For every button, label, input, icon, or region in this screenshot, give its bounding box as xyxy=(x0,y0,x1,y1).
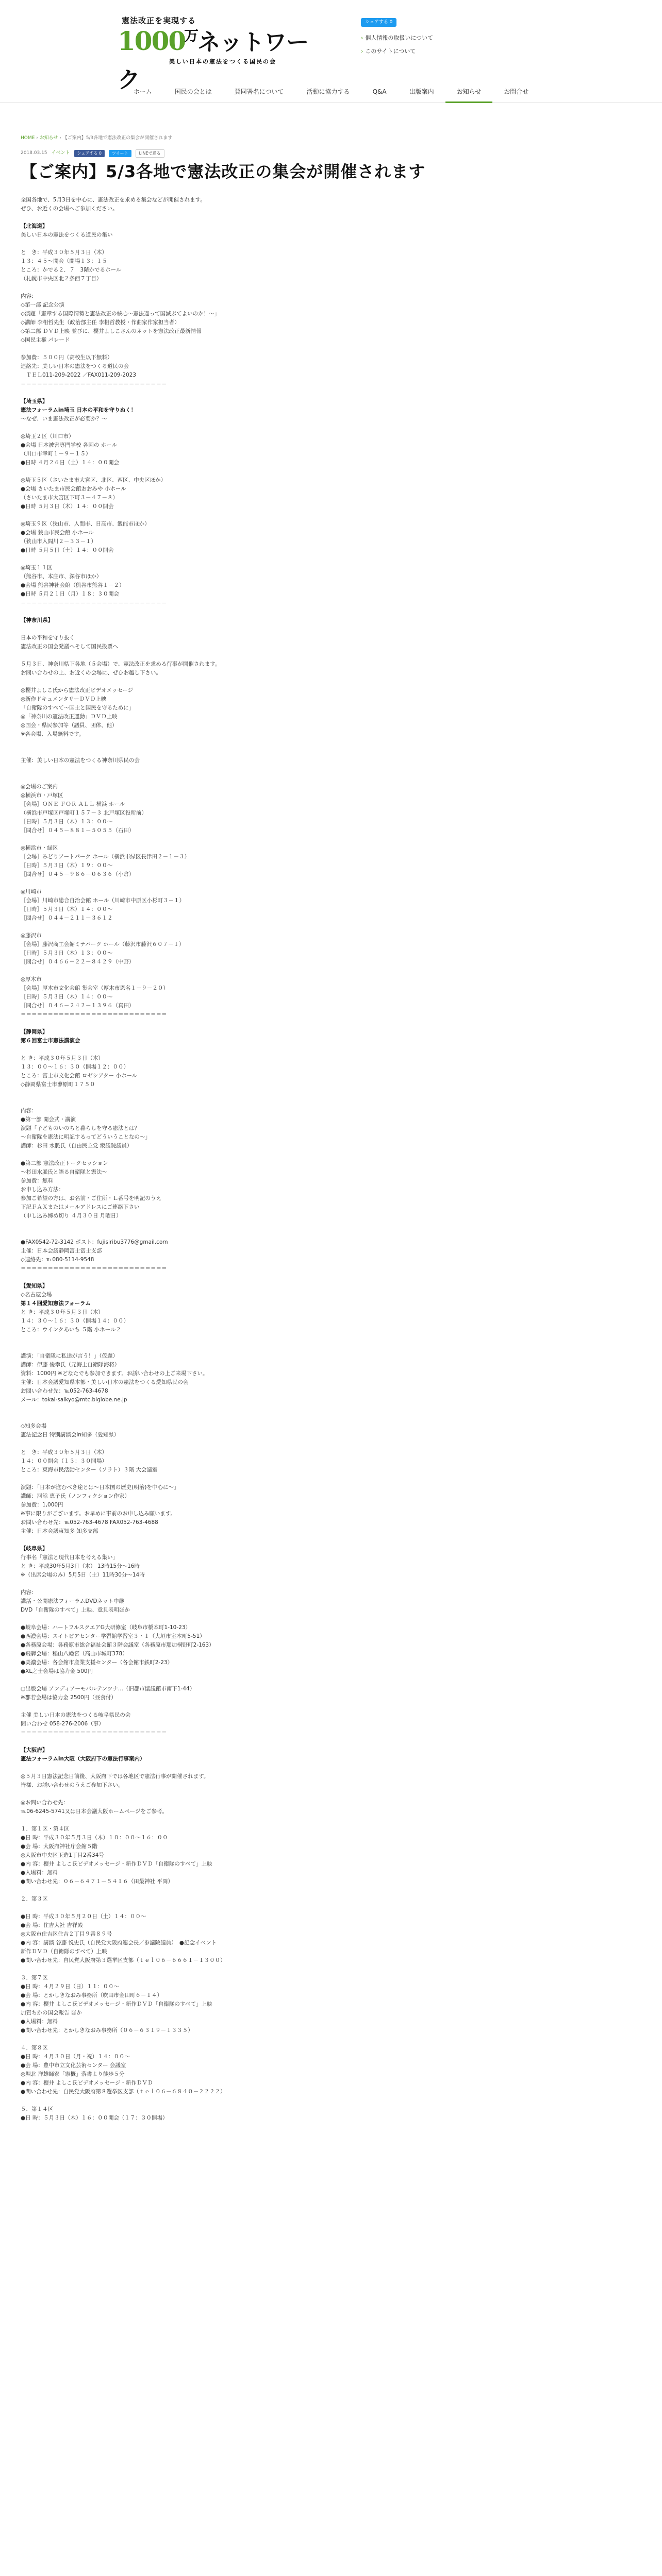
article-line xyxy=(21,1737,392,1746)
article-line: ●内 容：講演 谷藤 悦史氏（自民党大阪府連会長／参議院議員） ●記念イベント xyxy=(21,1940,217,1946)
article-line xyxy=(21,774,392,783)
article-line xyxy=(21,1439,392,1448)
article-line xyxy=(21,1886,392,1895)
article-line: 「自衛隊のすべて～国土と国民を守るために」 xyxy=(21,705,135,711)
article-line: ２．第３区 xyxy=(21,1896,48,1902)
article-line xyxy=(21,1615,392,1623)
article-line: 講話・公開憲法フォーラムDVDネット中継 xyxy=(21,1598,125,1604)
article-line: ◎横浜市・緑区 xyxy=(21,845,58,851)
article-line xyxy=(21,923,392,931)
article-line: ●西濃会場：スイトピアセンター学習館学習室３・１（大垣市室本町5-51） xyxy=(21,1633,205,1639)
article-line xyxy=(21,1965,392,1974)
article-line: 【岐阜県】 xyxy=(21,1546,48,1552)
nav-qa[interactable]: Q&A xyxy=(372,88,387,95)
article-line xyxy=(21,879,392,888)
article-line: 日本の平和を守り抜く xyxy=(21,635,75,641)
article-line: ●入場料：無料 xyxy=(21,2019,58,2025)
article-line: ●日 時：４月３０日（月・祝）１４：００～ xyxy=(21,2054,130,2060)
article-line: ●岐阜会場：ハートフルスクエアG大研修室（岐阜市橋本町1-10-23） xyxy=(21,1624,191,1631)
chevron-right-icon: › xyxy=(361,35,363,41)
article-line: DVD「自衛隊のすべて」上映、意見表明ほか xyxy=(21,1607,130,1613)
article-line: ●日時 ５月２１日（月）１８：３０開会 xyxy=(21,591,119,597)
line-share-button[interactable]: LINEで送る xyxy=(136,149,164,158)
article-line: 【埼玉県】 xyxy=(21,398,48,404)
article-line xyxy=(21,607,392,616)
article-line: ○出版会場 アンディアーモパルテンツナ...（旧郡市協議館市南下1-44） xyxy=(21,1686,195,1692)
logo-number: 1000 xyxy=(118,26,186,56)
article-line: ［日時］５月３日（木）１４：００～ xyxy=(21,906,113,912)
article-line: 主催：美しい日本の憲法をつくる神奈川県民の会 xyxy=(21,757,140,764)
logo-network: ネットワーク xyxy=(118,29,309,93)
article-line xyxy=(21,213,392,222)
article-line xyxy=(21,1150,392,1159)
article-line: ◎櫻井よしこ氏から憲法改正ビデオメッセージ xyxy=(21,687,134,693)
article-line: ５．第１４区 xyxy=(21,2106,53,2112)
article-line: ［問合せ］０４５－８８１－５０５５（石田） xyxy=(21,827,135,834)
article-line: ＝＝＝＝＝＝＝＝＝＝＝＝＝＝＝＝＝＝＝＝＝＝＝＝＝＝＝ xyxy=(21,1730,167,1736)
article-line: 講師：杉田 水脈氏（自由民主党 衆議院議員） xyxy=(21,1143,133,1149)
article-line: ●問い合わせ先：とかしきなおみ事務所（０６－６３１９－１３３５） xyxy=(21,2027,193,2033)
article-line: ●日 時：平成３０年５月３日（木）１０：００～１６：００ xyxy=(21,1835,168,1841)
article-line: と き：平成３０年５月３日（木） xyxy=(21,1309,104,1315)
article-line: ところ：ウインクあいち ５階 小ホール２ xyxy=(21,1327,121,1333)
article-line: 行事名「憲法と現代日本を考える集い」 xyxy=(21,1554,118,1561)
article-line: ◎横浜市・戸塚区 xyxy=(21,792,63,799)
article-line: ◇演題「憲章する国際情勢と憲法改正の核心～憲法違って国滅ぶてよいのか！～」 xyxy=(21,311,220,317)
article-line: ●会場 さいたま市民会館おおみや 小ホール xyxy=(21,486,126,492)
breadcrumb-home[interactable]: HOME xyxy=(21,135,35,141)
article-line: ●日時 ５月３日（木）１４：００開会 xyxy=(21,503,114,510)
article-line: お問い合わせ先：℡052-763-4678 xyxy=(21,1388,108,1394)
article-line: 内容： xyxy=(21,293,37,299)
article-line: ［問合せ］０４４－２１１－３６１２ xyxy=(21,915,113,921)
article-line: お問い合わせ先：℡052-763-4678 FAX052-763-4688 xyxy=(21,1519,158,1526)
article-line xyxy=(21,835,392,844)
article-line: ～自衛隊を憲法に明記するってどういうことなの～」 xyxy=(21,1134,151,1140)
article-line xyxy=(21,625,392,634)
article-line: 主催 美しい日本の憲法をつくる岐阜県民の会 xyxy=(21,1712,131,1718)
article-line xyxy=(21,739,392,748)
header-share-button[interactable]: シェアする 0 xyxy=(361,18,396,27)
article-line: ［日時］５月３日（木）１３：００～ xyxy=(21,950,113,956)
article-line xyxy=(21,388,392,397)
article-line: ◎お問い合わせ先： xyxy=(21,1800,69,1806)
article-line: 下記ＦＡＸまたはメールアドレスにご連絡下さい xyxy=(21,1204,140,1210)
article-line xyxy=(21,1273,392,1282)
article-line xyxy=(21,1343,392,1352)
article-line xyxy=(21,677,392,686)
post-date: 2018.03.15 xyxy=(21,150,47,156)
article-line: １３：４５～開会（開場１３：１５ xyxy=(21,258,107,264)
article-line: 美しい日本の憲法をつくる道民の集い xyxy=(21,232,113,238)
article-line: 内容： xyxy=(21,1589,37,1596)
post-meta xyxy=(21,149,164,158)
article-line: ［日時］５月３日（木）１９：００～ xyxy=(21,862,113,869)
article-line: ◎藤沢市 xyxy=(21,933,42,939)
nav-news[interactable]: お知らせ xyxy=(445,82,493,103)
article-line: ●日 時：４月２９日（日）１１：００～ xyxy=(21,1984,119,1990)
article-line: （札幌市中央区北２条西７丁目） xyxy=(21,276,102,282)
article-line: 講師：河添 恵子氏（ノンフィクション作家） xyxy=(21,1493,130,1499)
article-line: １４：３０～１６：３０（開場１４：００） xyxy=(21,1318,129,1324)
article-line: ●会 場：豊中市立文化芸術センター 会議室 xyxy=(21,2062,126,2069)
article-line: ◎川崎市 xyxy=(21,889,42,895)
article-line: 内容： xyxy=(21,1108,37,1114)
article-line: ◎埼玉９区（狭山市、入間市、日高市、飯能市ほか） xyxy=(21,521,150,527)
article-line xyxy=(21,1536,392,1545)
article-line: ◇静岡県富士市蓼原町１７５０ xyxy=(21,1081,95,1088)
article-line: ぜひ、お近くの会場へご参加ください。 xyxy=(21,206,118,212)
article-line: 憲法記念日 特別講演会in知多（愛知県） xyxy=(21,1432,120,1438)
article-line: と き：平成30年5月3日（木） 13時15分～16時 xyxy=(21,1563,140,1569)
article-line xyxy=(21,1334,392,1343)
article-line: ［問合せ］０４６－２４２－１３９６（真田） xyxy=(21,1003,135,1009)
article-line: ●内 容：櫻井 よしこ氏ビデオメッセージ・新作ＤＶＤ「自衛隊のすべて」上映 xyxy=(21,1861,212,1867)
chevron-right-icon: › xyxy=(361,47,363,55)
article-line: ●内 容：櫻井 よしこ氏ビデオメッセージ・新作ＤＶＤ「自衛隊のすべて」上映 xyxy=(21,2001,212,2007)
global-nav xyxy=(0,82,662,103)
article-line: 連絡先：美しい日本の憲法をつくる道民の会 xyxy=(21,363,129,369)
logo-man: 万 xyxy=(184,27,198,44)
nav-about[interactable]: 国民の会とは xyxy=(174,88,212,95)
article-line: 参加費：1,000円 xyxy=(21,1502,63,1508)
article-line: ●会場 狭山市民会館 小ホール xyxy=(21,530,94,536)
breadcrumb-category[interactable]: お知らせ xyxy=(39,135,58,141)
article-line: ●会 場：住吉大社 吉祥殿 xyxy=(21,1922,83,1928)
article-line: ※各会場、入場無料です。 xyxy=(21,731,85,737)
article-line: ◎国会・県民参加等（議員、団体、他） xyxy=(21,722,118,728)
article-line: ●会 場：とかしきなおみ事務所（吹田市金田町６－１４） xyxy=(21,1992,162,1998)
article-line: ［問合せ］０４５－９８６－０６３６（小倉） xyxy=(21,871,135,877)
article-line xyxy=(21,1098,392,1107)
article-line: 【愛知県】 xyxy=(21,1283,48,1289)
article-line: ●日 時：平成３０年５月２０日（土）１４：００～ xyxy=(21,1913,146,1920)
article-line: 全国各地で、5月3日を中心に、憲法改正を求める集会などが開催されます。 xyxy=(21,197,206,203)
tweet-button[interactable]: ツイート xyxy=(109,150,131,157)
article-line: ～なぜ、いま憲法改正が必要か？～ xyxy=(21,416,107,422)
facebook-share-button[interactable]: シェアする 0 xyxy=(74,150,105,157)
article-line: ［日時］５月３日（木）１４：００～ xyxy=(21,994,113,1000)
article-line: ◎堀北 洋雄師寮「憲概」落書より徒歩５分 xyxy=(21,2071,125,2077)
article-line xyxy=(21,967,392,975)
article-line xyxy=(21,1019,392,1028)
article-line: ◎「神奈川の憲法改正運動」ＤＶＤ上映 xyxy=(21,714,118,720)
article-line: 講演：「自衛隊に私達が言う！」（仮題） xyxy=(21,1353,118,1359)
article-line xyxy=(21,1702,392,1711)
article-line: お申し込み方法： xyxy=(21,1187,64,1193)
article-line: ◎埼玉１１区 xyxy=(21,565,53,571)
breadcrumb-sep: › xyxy=(59,135,61,141)
header-link-label: このサイトについて xyxy=(365,47,416,55)
article-line: 第６回富士市憲法講演会 xyxy=(21,1038,80,1044)
article-line: と き：平成３０年５月３日（木） xyxy=(21,249,107,256)
article-line xyxy=(21,1790,392,1799)
article-line: ●問い合わせ先：自民党大阪府第８選挙区支部（ｔｅｌ０６－６８４０－２２２２） xyxy=(21,2089,226,2095)
article-line: （横浜市戸塚区戸塚町１５７－３ 北戸塚区役所前） xyxy=(21,810,147,816)
article-line: 皆様、お誘い合わせのうえご参加下さい。 xyxy=(21,1782,124,1788)
article-line: ●美濃会場：各会館市産業支援センター（各会館市鉄町2-23） xyxy=(21,1659,173,1666)
article-line xyxy=(21,1475,392,1483)
article-line: ［問合せ］０４６６－２２－８４２９（中野） xyxy=(21,959,135,965)
article-line: ●会 場：大阪府神社庁会館５階 xyxy=(21,1843,97,1850)
article-line: 問い合わせ 058-276-2006（事） xyxy=(21,1721,104,1727)
article-line xyxy=(21,2035,392,2044)
article-line: ●内 容：櫻井 よしこ氏ビデオメッセージ・新作ＤＶＤ xyxy=(21,2080,153,2086)
article-line xyxy=(21,1764,392,1772)
article-line: ［会場］みどりアートパーク ホール（横浜市緑区長津田２－１－３） xyxy=(21,854,190,860)
post-category[interactable]: イベント xyxy=(51,150,70,156)
article-line: ◎５月３日憲法記念日前後、大阪府下では各地区で憲法行事が開催されます。 xyxy=(21,1773,209,1780)
article-line: 演題「子どものいのちと暮らしを守る憲法とは？ xyxy=(21,1125,140,1131)
article-line: ◇知多会場 xyxy=(21,1423,47,1429)
article-line: （さいたま市大宮区下町３－４７－８） xyxy=(21,495,118,501)
article-line: ●入場料：無料 xyxy=(21,1870,58,1876)
article-line xyxy=(21,467,392,476)
article-line: 【静岡県】 xyxy=(21,1029,48,1035)
article-line xyxy=(21,1089,392,1098)
article-line: ◎埼玉５区（さいたま市大宮区、北区、西区、中央区ほか） xyxy=(21,477,167,483)
article-line: ＝＝＝＝＝＝＝＝＝＝＝＝＝＝＝＝＝＝＝＝＝＝＝＝＝＝＝ xyxy=(21,1011,167,1018)
article-line: ◎大阪市中央区玉造1丁目2番34号 xyxy=(21,1852,104,1858)
article-line: 新作ＤＶＤ（自衛隊のすべて）上映 xyxy=(21,1948,107,1955)
article-line: と き：平成３０年５月３日（木） xyxy=(21,1055,104,1061)
article-line: ところ：かでる２．７ 3階かでるホール xyxy=(21,267,122,273)
article-line: ～杉田水脈氏と語る自衛隊と憲法～ xyxy=(21,1169,107,1175)
article-line: 憲法フォーラムin埼玉 日本の平和を守りぬく！ xyxy=(21,407,137,413)
article-line: ４．第８区 xyxy=(21,2045,48,2051)
nav-publications[interactable]: 出版案内 xyxy=(409,88,434,95)
article-line: ※郡若会場は協力金 2500円（昼食付） xyxy=(21,1694,117,1701)
article-line: 参加費：無料 xyxy=(21,1178,53,1184)
article-line: ３．第７区 xyxy=(21,1975,48,1981)
logo-subtitle: 美しい日本の憲法をつくる国民の会 xyxy=(169,58,276,65)
article-line: ℡06-6245-5741又は日本会議大阪ホームページをご参考。 xyxy=(21,1808,168,1815)
header-link-privacy[interactable] xyxy=(361,34,433,42)
article-line: ＝＝＝＝＝＝＝＝＝＝＝＝＝＝＝＝＝＝＝＝＝＝＝＝＝＝＝ xyxy=(21,1265,167,1272)
article-line: ところ：東海市民活動センター（ソラト）３階 大会議室 xyxy=(21,1467,158,1473)
article-line xyxy=(21,1816,392,1825)
article-line xyxy=(21,1413,392,1422)
page-title: 【ご案内】5/3各地で憲法改正の集会が開催されます xyxy=(21,162,426,181)
article-line: １４：００開会（１３：３０開場） xyxy=(21,1458,107,1464)
article-line: ◎埼玉２区（川口市） xyxy=(21,433,74,439)
breadcrumb-sep: › xyxy=(36,135,38,141)
nav-signature[interactable]: 賛同署名について xyxy=(234,88,284,95)
article-line: メール：tokai-saikyo@mtc.biglobe.ne.jp xyxy=(21,1397,127,1403)
article-line xyxy=(21,1904,392,1912)
article-line: 資料：1000円 ※どなたでも参加できます。お誘い合わせの上ご来場下さい。 xyxy=(21,1370,208,1377)
article-line: （狭山市入間川２－３３－１） xyxy=(21,538,96,545)
article-body xyxy=(21,196,392,2123)
article-line xyxy=(21,283,392,292)
nav-contact[interactable]: お問合せ xyxy=(504,88,529,95)
article-line xyxy=(21,748,392,756)
article-line: 加賀ちかの国会報告 ほか xyxy=(21,2010,82,2016)
article-line xyxy=(21,2096,392,2105)
article-line: 主催：日本会議静岡富士富士支部 xyxy=(21,1248,102,1254)
article-line xyxy=(21,555,392,564)
article-line: ●問い合わせ先：０６－６４７１－５４１６（田最神社 平岡） xyxy=(21,1878,173,1885)
article-line: ［会場］藤沢商工会館ミナパーク ホール（藤沢市藤沢６０７－１） xyxy=(21,941,185,947)
article-line xyxy=(21,1404,392,1413)
article-line: ●XL之士会場は協力金 500円 xyxy=(21,1668,93,1674)
article-line xyxy=(21,511,392,520)
article-line xyxy=(21,1221,392,1229)
article-line: ●日時 ５月５日（土）１４：００開会 xyxy=(21,547,114,553)
breadcrumb xyxy=(21,135,172,142)
article-line: ［会場］ＯＮＥ ＦＯＲ ＡＬＬ 横浜 ホール xyxy=(21,801,125,807)
article-line: ◇名古屋会場 xyxy=(21,1292,52,1298)
article-line: ◇国民主権 パレード xyxy=(21,337,70,343)
header-link-about-site[interactable] xyxy=(361,47,433,56)
article-line: ＝＝＝＝＝＝＝＝＝＝＝＝＝＝＝＝＝＝＝＝＝＝＝＝＝＝＝ xyxy=(21,381,167,387)
article-line: （申し込み締め切り ４月３０日 月曜日） xyxy=(21,1213,122,1219)
article-line: ●FAX0542-72-3142 ポスト：fujisiribu3776@gmail.com xyxy=(21,1239,168,1245)
article-line xyxy=(21,345,392,353)
article-line: 主催：日本会議東知多 知多支部 xyxy=(21,1528,98,1534)
article-line xyxy=(21,651,392,660)
article-line: ●第二部 憲法改正トークセッション xyxy=(21,1160,108,1166)
article-line: ◎新作ドキュメンタリーＤＶＤ上映 xyxy=(21,696,107,702)
article-line: お問い合わせの上、お近くの会場に、ぜひお越し下さい。 xyxy=(21,670,161,676)
article-line: ●会場 日本被害専門学校 各回の ホール xyxy=(21,442,117,448)
article-line: （川口市幸町１－９－１５） xyxy=(21,451,91,457)
article-line xyxy=(21,1676,392,1685)
article-line xyxy=(21,765,392,774)
header-share xyxy=(361,18,531,27)
article-line: 第１４回愛知憲法フォーラム xyxy=(21,1300,91,1307)
article-line: ◇第二部 ＤＶＤ上映 並びに、櫻井よしこさんのネットを憲法改正最新情報 xyxy=(21,328,202,334)
article-line: ◇講師 李相哲先生（政治部主任 李相哲教授・作曲家作家担当者） xyxy=(21,319,180,326)
breadcrumb-current: 【ご案内】5/3各地で憲法改正の集会が開催されます xyxy=(62,135,173,141)
article-line: ◇第一部 記念公演 xyxy=(21,302,64,308)
article-line: ●第一部 開会式・講演 xyxy=(21,1116,76,1123)
article-line: ●日 時：５月３日（木）１６：００開会（１７：３０開場） xyxy=(21,2115,168,2121)
article-line xyxy=(21,423,392,432)
article-line xyxy=(21,1045,392,1054)
article-line: （熊谷市、本庄市、深谷市ほか） xyxy=(21,573,102,580)
article-line: ●会場 熊谷神社会館（熊谷市熊谷１－２） xyxy=(21,582,125,588)
article-line xyxy=(21,1580,392,1588)
article-line: ［日時］５月３日（木）１３：００～ xyxy=(21,819,113,825)
article-line: 【大阪府】 xyxy=(21,1747,48,1753)
article-line: ◎大阪市住吉区住吉２丁目９番８９号 xyxy=(21,1931,112,1937)
article-line: ◇連絡先：℡080-5114-9548 xyxy=(21,1257,94,1263)
article-line xyxy=(21,1229,392,1238)
article-line: １３：００～１６：３０（開場１２：００） xyxy=(21,1064,129,1070)
article-line: ●問い合わせ先：自民党大阪府第３選挙区支部（ｔｅｌ０６－６６６１－１３００） xyxy=(21,1957,226,1963)
article-line: ◎厚木市 xyxy=(21,976,42,982)
article-line: 【北海道】 xyxy=(21,223,48,229)
article-line: ＴＥＬ011-209-2022 ／FAX011-209-2023 xyxy=(21,372,137,378)
logo-tagline: 憲法改正を実現する xyxy=(122,16,196,25)
article-line: 憲法フォーラムin大阪（大阪府下の憲法行事案内） xyxy=(21,1756,145,1762)
article-line: ５月３日、神奈川県下各地（５会場）で、憲法改正を求める行事が開催されます。 xyxy=(21,661,221,667)
article-line: と き：平成３０年５月３日（木） xyxy=(21,1449,107,1455)
article-line: ［会場］川崎市総合自治会館 ホール（川崎市中原区小杉町３－１） xyxy=(21,897,185,904)
header-link-label: 個人情報の取扱いについて xyxy=(365,35,434,41)
article-line: 参加費：５００円（高校生以下無料） xyxy=(21,354,113,361)
article-line: 講師：伊藤 俊幸氏（元海上自衛隊海将） xyxy=(21,1362,120,1368)
article-line: 参加ご希望の方は、お名前・ご住所・Ｌ番号を明記のうえ xyxy=(21,1195,161,1201)
nav-home[interactable]: ホーム xyxy=(133,88,152,95)
article-line: ◎会場のご案内 xyxy=(21,784,58,790)
article-line: 憲法改正の国会発議へそして国民投票へ xyxy=(21,643,118,650)
header-links xyxy=(361,34,433,61)
article-line: 主催：日本会議愛知県本部・美しい日本の憲法をつくる愛知県民の会 xyxy=(21,1379,189,1385)
article-line: 演題：「日本が進むべき途とは～日本国の歴史(明治)を中心に～」 xyxy=(21,1484,179,1490)
article-line: ※事に限りがございます。お早めに事前のお申し込み願います。 xyxy=(21,1511,176,1517)
article-line: ※（出席会場のみ）5月5日（土）11時30分～14時 xyxy=(21,1572,145,1578)
article-line: ●日時 ４月２６日（土）１４：００開会 xyxy=(21,460,119,466)
article-line: １．第１区・第４区 xyxy=(21,1826,70,1832)
article-line: ところ：富士市文化会館 ロゼシアター 小ホール xyxy=(21,1073,138,1079)
article-line: 【神奈川県】 xyxy=(21,617,53,623)
article-line xyxy=(21,240,392,248)
article-line: ●各務原会場：各務原市総合福祉会館３階会議室（各務原市那加桐野町2-163） xyxy=(21,1642,214,1648)
article-line: ●飛騨会場：稲山八幡宮（高山市城町378） xyxy=(21,1651,128,1657)
article-line: ＝＝＝＝＝＝＝＝＝＝＝＝＝＝＝＝＝＝＝＝＝＝＝＝＝＝＝ xyxy=(21,600,167,606)
article-line: ［会場］厚木市文化会館 集会室（厚木市恩名１－９－２０） xyxy=(21,985,169,991)
nav-cooperate[interactable]: 活動に協力する xyxy=(306,88,350,95)
